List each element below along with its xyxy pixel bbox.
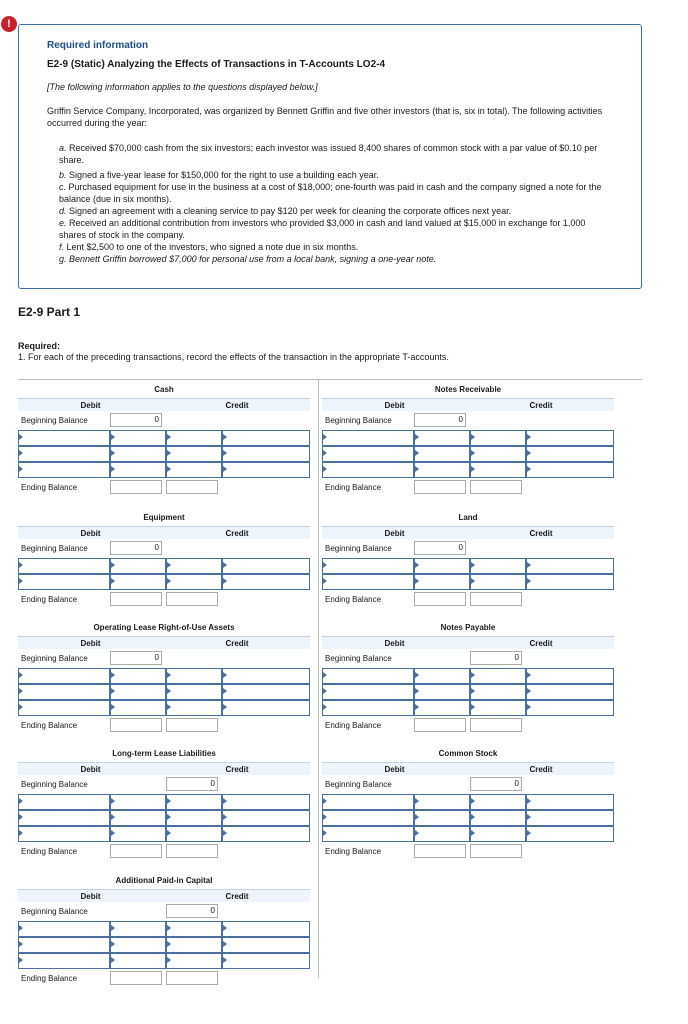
credit-header: Credit xyxy=(529,401,553,410)
credit-header: Credit xyxy=(529,639,553,648)
account-name: Operating Lease Right-of-Use Assets xyxy=(93,623,235,632)
part-title: E2-9 Part 1 xyxy=(18,305,81,319)
ending-balance-debit xyxy=(110,844,162,858)
problem-intro: Griffin Service Company, Incorporated, was organized by Bennett Griffin and five other investors (that is, six in total). The following activities occurred during the year: xyxy=(47,106,603,128)
ending-balance-label: Ending Balance xyxy=(325,483,382,492)
amount-input[interactable] xyxy=(470,558,526,574)
amount-input[interactable] xyxy=(414,430,470,446)
amount-input[interactable] xyxy=(166,700,222,716)
amount-input[interactable] xyxy=(470,810,526,826)
debit-header: Debit xyxy=(80,765,101,774)
activity-letter: e. xyxy=(59,218,70,228)
amount-input[interactable] xyxy=(110,574,166,590)
debit-header: Debit xyxy=(384,529,405,538)
activity-letter: b. xyxy=(59,170,70,180)
debit-credit-header xyxy=(18,636,310,649)
account-select[interactable] xyxy=(322,462,414,478)
account-select[interactable] xyxy=(18,700,110,716)
debit-credit-header xyxy=(18,526,310,539)
ending-balance-credit xyxy=(470,718,522,732)
account-name: Equipment xyxy=(143,513,185,522)
amount-input[interactable] xyxy=(110,810,166,826)
account-select[interactable] xyxy=(526,430,614,446)
account-name: Long-term Lease Liabilities xyxy=(112,749,216,758)
account-select[interactable] xyxy=(18,921,110,937)
amount-input[interactable] xyxy=(470,684,526,700)
ending-balance-debit xyxy=(414,718,466,732)
activity-letter: f. xyxy=(59,242,67,252)
amount-input[interactable] xyxy=(166,668,222,684)
amount-input[interactable] xyxy=(470,574,526,590)
ending-balance-debit xyxy=(414,480,466,494)
account-select[interactable] xyxy=(322,700,414,716)
ending-balance-label: Ending Balance xyxy=(21,721,78,730)
credit-header: Credit xyxy=(225,639,249,648)
account-select[interactable] xyxy=(322,446,414,462)
beginning-balance-label: Beginning Balance xyxy=(21,416,88,425)
account-name: Notes Payable xyxy=(440,623,496,632)
amount-input[interactable] xyxy=(414,826,470,842)
account-select[interactable] xyxy=(322,794,414,810)
credit-header: Credit xyxy=(225,892,249,901)
amount-input[interactable] xyxy=(166,826,222,842)
amount-input[interactable] xyxy=(166,921,222,937)
ending-balance-credit xyxy=(166,480,218,494)
account-select[interactable] xyxy=(18,430,110,446)
account-name: Notes Receivable xyxy=(434,385,502,394)
ending-balance-label: Ending Balance xyxy=(325,721,382,730)
account-select[interactable] xyxy=(18,574,110,590)
amount-input[interactable] xyxy=(414,668,470,684)
beginning-balance-label: Beginning Balance xyxy=(325,544,392,553)
beginning-balance-value: 0 xyxy=(414,413,466,427)
account-select[interactable] xyxy=(18,937,110,953)
activity-item xyxy=(59,254,604,266)
beginning-balance-label: Beginning Balance xyxy=(21,544,88,553)
amount-input[interactable] xyxy=(110,921,166,937)
required-information-title: Required information xyxy=(47,40,149,51)
account-select[interactable] xyxy=(526,700,614,716)
ending-balance-debit xyxy=(110,480,162,494)
activity-text: Signed a five-year lease for $150,000 for the right to use a building each year. xyxy=(69,170,379,180)
account-select[interactable] xyxy=(526,794,614,810)
debit-header: Debit xyxy=(384,639,405,648)
ending-balance-credit xyxy=(470,844,522,858)
ending-balance-credit xyxy=(166,844,218,858)
credit-header: Credit xyxy=(225,401,249,410)
account-select[interactable] xyxy=(322,430,414,446)
debit-header: Debit xyxy=(384,401,405,410)
account-select[interactable] xyxy=(222,794,310,810)
account-select[interactable] xyxy=(18,794,110,810)
debit-header: Debit xyxy=(80,529,101,538)
account-select[interactable] xyxy=(222,937,310,953)
beginning-balance-label: Beginning Balance xyxy=(21,907,88,916)
account-select[interactable] xyxy=(526,810,614,826)
amount-input[interactable] xyxy=(110,937,166,953)
amount-input[interactable] xyxy=(110,826,166,842)
account-select[interactable] xyxy=(526,826,614,842)
account-select[interactable] xyxy=(222,446,310,462)
ending-balance-credit xyxy=(470,592,522,606)
ending-balance-credit xyxy=(470,480,522,494)
amount-input[interactable] xyxy=(414,574,470,590)
beginning-balance-label: Beginning Balance xyxy=(21,780,88,789)
amount-input[interactable] xyxy=(470,462,526,478)
account-select[interactable] xyxy=(526,574,614,590)
activity-letter: d. xyxy=(59,206,70,216)
amount-input[interactable] xyxy=(166,953,222,969)
account-select[interactable] xyxy=(322,668,414,684)
debit-credit-header xyxy=(322,398,614,411)
amount-input[interactable] xyxy=(470,700,526,716)
amount-input[interactable] xyxy=(110,700,166,716)
amount-input[interactable] xyxy=(166,462,222,478)
amount-input[interactable] xyxy=(110,684,166,700)
ending-balance-label: Ending Balance xyxy=(21,483,78,492)
beginning-balance-label: Beginning Balance xyxy=(325,416,392,425)
amount-input[interactable] xyxy=(110,794,166,810)
account-name: Common Stock xyxy=(438,749,498,758)
account-select[interactable] xyxy=(222,684,310,700)
info-note: [The following information applies to the questions displayed below.] xyxy=(47,82,318,92)
beginning-balance-label: Beginning Balance xyxy=(325,780,392,789)
account-select[interactable] xyxy=(222,430,310,446)
account-select[interactable] xyxy=(322,826,414,842)
ending-balance-debit xyxy=(414,592,466,606)
account-select[interactable] xyxy=(18,684,110,700)
account-select[interactable] xyxy=(526,558,614,574)
activity-item xyxy=(59,143,604,166)
activity-text: Signed an agreement with a cleaning service to pay $120 per week for cleaning the corporate offices next year. xyxy=(69,206,512,216)
ending-balance-credit xyxy=(166,971,218,985)
credit-header: Credit xyxy=(529,765,553,774)
activity-letter: a. xyxy=(59,143,70,153)
amount-input[interactable] xyxy=(166,937,222,953)
problem-title: E2-9 (Static) Analyzing the Effects of Transactions in T-Accounts LO2-4 xyxy=(47,59,386,70)
amount-input[interactable] xyxy=(470,446,526,462)
account-select[interactable] xyxy=(322,684,414,700)
amount-input[interactable] xyxy=(414,794,470,810)
activity-item xyxy=(59,218,604,241)
debit-credit-header xyxy=(18,398,310,411)
amount-input[interactable] xyxy=(470,668,526,684)
required-instruction: 1. For each of the preceding transactions, record the effects of the transaction in the appropriate T-accounts. xyxy=(18,352,449,362)
debit-credit-header xyxy=(18,762,310,775)
ending-balance-credit xyxy=(166,592,218,606)
ending-balance-debit xyxy=(414,844,466,858)
account-select[interactable] xyxy=(322,558,414,574)
amount-input[interactable] xyxy=(414,462,470,478)
amount-input[interactable] xyxy=(414,684,470,700)
amount-input[interactable] xyxy=(110,953,166,969)
debit-header: Debit xyxy=(80,401,101,410)
activity-item xyxy=(59,242,604,254)
amount-input[interactable] xyxy=(414,700,470,716)
account-select[interactable] xyxy=(222,700,310,716)
beginning-balance-label: Beginning Balance xyxy=(21,654,88,663)
amount-input[interactable] xyxy=(166,558,222,574)
beginning-balance-value: 0 xyxy=(110,413,162,427)
activity-text: Bennett Griffin borrowed $7,000 for personal use from a local bank, signing a one-year note. xyxy=(69,254,437,264)
amount-input[interactable] xyxy=(414,810,470,826)
beginning-balance-value: 0 xyxy=(166,904,218,918)
account-select[interactable] xyxy=(222,462,310,478)
beginning-balance-label: Beginning Balance xyxy=(325,654,392,663)
activity-item xyxy=(59,206,604,218)
ending-balance-label: Ending Balance xyxy=(21,847,78,856)
column-divider xyxy=(318,380,319,978)
beginning-balance-value: 0 xyxy=(110,651,162,665)
beginning-balance-value: 0 xyxy=(470,777,522,791)
beginning-balance-value: 0 xyxy=(414,541,466,555)
ending-balance-debit xyxy=(110,971,162,985)
activity-text: Received $70,000 cash from the six investors; each investor was issued 8,400 shares of common stock with a par value of $0.10 per share. xyxy=(59,143,598,165)
ending-balance-label: Ending Balance xyxy=(21,974,78,983)
activity-letter: g. xyxy=(59,254,70,264)
amount-input[interactable] xyxy=(414,446,470,462)
debit-header: Debit xyxy=(80,639,101,648)
amount-input[interactable] xyxy=(166,684,222,700)
amount-input[interactable] xyxy=(470,430,526,446)
amount-input[interactable] xyxy=(110,430,166,446)
debit-credit-header xyxy=(322,526,614,539)
activity-text: Purchased equipment for use in the business at a cost of $18,000; one-fourth was paid in cash and the company signed a note for the balance (due in six months). xyxy=(59,182,602,204)
account-select[interactable] xyxy=(322,810,414,826)
account-select[interactable] xyxy=(18,558,110,574)
debit-credit-header xyxy=(322,762,614,775)
ending-balance-credit xyxy=(166,718,218,732)
ending-balance-label: Ending Balance xyxy=(325,847,382,856)
ending-balance-debit xyxy=(110,718,162,732)
debit-credit-header xyxy=(322,636,614,649)
account-select[interactable] xyxy=(222,810,310,826)
account-select[interactable] xyxy=(526,684,614,700)
activity-text: Received an additional contribution from investors who provided $3,000 in cash and land valued at $15,000 in exchange for 1,000 shares of stock in the company. xyxy=(59,218,586,240)
account-select[interactable] xyxy=(18,462,110,478)
debit-header: Debit xyxy=(384,765,405,774)
account-select[interactable] xyxy=(18,668,110,684)
account-select[interactable] xyxy=(18,826,110,842)
amount-input[interactable] xyxy=(166,810,222,826)
amount-input[interactable] xyxy=(166,794,222,810)
account-name: Land xyxy=(458,513,478,522)
account-select[interactable] xyxy=(526,668,614,684)
account-name: Cash xyxy=(154,385,174,394)
account-select[interactable] xyxy=(222,574,310,590)
account-select[interactable] xyxy=(322,574,414,590)
alert-icon: ! xyxy=(1,16,17,32)
debit-header: Debit xyxy=(80,892,101,901)
amount-input[interactable] xyxy=(166,430,222,446)
required-information-box xyxy=(18,24,642,289)
activity-text: Lent $2,500 to one of the investors, who signed a note due in six months. xyxy=(66,242,359,252)
beginning-balance-value: 0 xyxy=(110,541,162,555)
amount-input[interactable] xyxy=(414,558,470,574)
account-select[interactable] xyxy=(18,953,110,969)
amount-input[interactable] xyxy=(110,446,166,462)
account-select[interactable] xyxy=(18,810,110,826)
amount-input[interactable] xyxy=(110,668,166,684)
amount-input[interactable] xyxy=(110,462,166,478)
account-select[interactable] xyxy=(222,668,310,684)
beginning-balance-value: 0 xyxy=(470,651,522,665)
account-select[interactable] xyxy=(526,462,614,478)
credit-header: Credit xyxy=(225,529,249,538)
account-select[interactable] xyxy=(222,921,310,937)
beginning-balance-value: 0 xyxy=(166,777,218,791)
account-select[interactable] xyxy=(222,826,310,842)
ending-balance-label: Ending Balance xyxy=(325,595,382,604)
amount-input[interactable] xyxy=(166,446,222,462)
amount-input[interactable] xyxy=(166,574,222,590)
account-select[interactable] xyxy=(222,558,310,574)
ending-balance-debit xyxy=(110,592,162,606)
credit-header: Credit xyxy=(529,529,553,538)
divider xyxy=(18,379,642,380)
amount-input[interactable] xyxy=(470,826,526,842)
activity-item xyxy=(59,182,604,205)
amount-input[interactable] xyxy=(110,558,166,574)
credit-header: Credit xyxy=(225,765,249,774)
account-select[interactable] xyxy=(526,446,614,462)
required-heading: Required: xyxy=(18,341,61,351)
account-select[interactable] xyxy=(18,446,110,462)
account-select[interactable] xyxy=(222,953,310,969)
amount-input[interactable] xyxy=(470,794,526,810)
activity-letter: c. xyxy=(59,182,69,192)
activity-item xyxy=(59,170,604,182)
account-name: Additional Paid-in Capital xyxy=(115,876,213,885)
ending-balance-label: Ending Balance xyxy=(21,595,78,604)
debit-credit-header xyxy=(18,889,310,902)
